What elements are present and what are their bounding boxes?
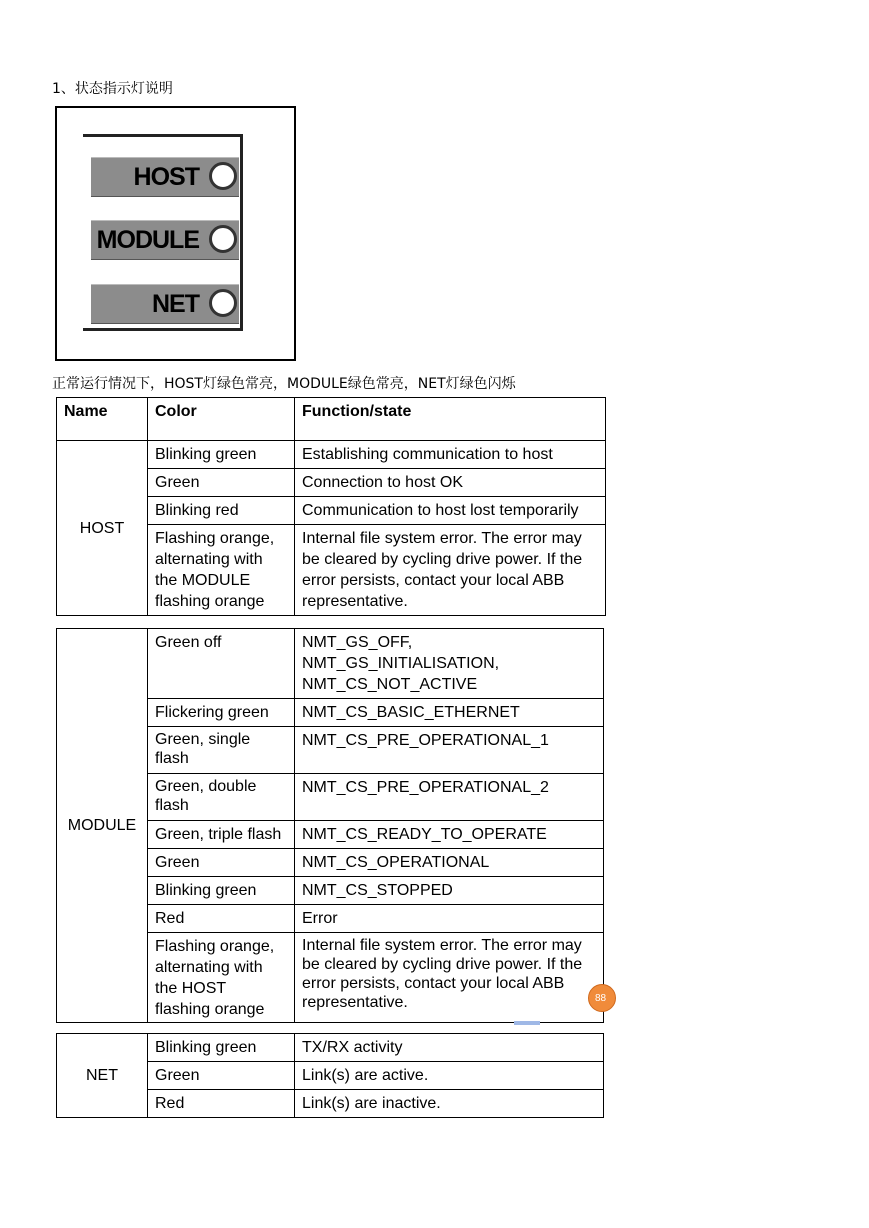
floating-badge[interactable]: 88 <box>588 984 616 1012</box>
net-led-table <box>56 1033 604 1118</box>
table-row <box>57 1034 604 1062</box>
section-heading: 1、状态指示灯说明 <box>52 81 173 97</box>
function-cell: Link(s) are active. <box>295 1062 604 1090</box>
table-header-row <box>57 398 606 441</box>
function-cell: Link(s) are inactive. <box>295 1090 604 1118</box>
color-cell: Blinking green <box>148 441 295 469</box>
module-led-text: MODULE <box>96 225 199 254</box>
module-led-label <box>91 220 239 260</box>
net-name-cell: NET <box>57 1034 148 1118</box>
function-cell: Internal file system error. The error may be cleared by cycling drive power. If the error persists, contact your local ABB representative. <box>295 525 606 616</box>
host-led-label <box>91 157 239 197</box>
normal-operation-description: 正常运行情况下，HOST灯绿色常亮，MODULE绿色常亮，NET灯绿色闪烁 <box>52 376 516 392</box>
module-led-indicator <box>209 225 237 253</box>
color-cell: Green <box>148 469 295 497</box>
header-color: Color <box>148 398 295 441</box>
function-cell: NMT_CS_BASIC_ETHERNET <box>295 699 604 727</box>
net-led-label <box>91 284 239 324</box>
function-cell: NMT_CS_STOPPED <box>295 877 604 905</box>
color-cell: Flickering green <box>148 699 295 727</box>
function-cell: NMT_CS_OPERATIONAL <box>295 849 604 877</box>
function-cell: TX/RX activity <box>295 1034 604 1062</box>
color-cell: Green off <box>148 629 295 699</box>
color-cell: Blinking green <box>148 1034 295 1062</box>
host-led-table <box>56 397 606 616</box>
net-led-indicator <box>209 289 237 317</box>
function-cell: NMT_CS_PRE_OPERATIONAL_2 <box>295 774 604 821</box>
function-cell: Internal file system error. The error may be cleared by cycling drive power. If the error persists, contact your local ABB representative. <box>295 933 604 1023</box>
color-cell: Green, single flash <box>148 727 295 774</box>
module-led-table <box>56 628 604 1023</box>
color-cell: Green, double flash <box>148 774 295 821</box>
color-cell: Blinking green <box>148 877 295 905</box>
header-function: Function/state <box>295 398 606 441</box>
header-name: Name <box>57 398 148 441</box>
function-cell: Error <box>295 905 604 933</box>
color-cell: Red <box>148 1090 295 1118</box>
host-name-cell: HOST <box>57 441 148 616</box>
color-cell: Flashing orange, alternating with the HOST flashing orange <box>148 933 295 1023</box>
color-cell: Flashing orange, alternating with the MODULE flashing orange <box>148 525 295 616</box>
function-cell: Communication to host lost temporarily <box>295 497 606 525</box>
function-cell: NMT_CS_READY_TO_OPERATE <box>295 821 604 849</box>
function-cell: NMT_GS_OFF, NMT_GS_INITIALISATION, NMT_CS_NOT_ACTIVE <box>295 629 604 699</box>
selection-marker <box>514 1021 540 1025</box>
color-cell: Green <box>148 1062 295 1090</box>
color-cell: Blinking red <box>148 497 295 525</box>
led-panel <box>83 134 243 331</box>
color-cell: Green <box>148 849 295 877</box>
host-led-text: HOST <box>133 162 199 191</box>
function-cell: Connection to host OK <box>295 469 606 497</box>
net-led-text: NET <box>152 289 199 318</box>
module-name-cell: MODULE <box>57 629 148 1023</box>
host-led-indicator <box>209 162 237 190</box>
function-cell: NMT_CS_PRE_OPERATIONAL_1 <box>295 727 604 774</box>
color-cell: Red <box>148 905 295 933</box>
table-row <box>57 629 604 699</box>
color-cell: Green, triple flash <box>148 821 295 849</box>
table-row <box>57 441 606 469</box>
function-cell: Establishing communication to host <box>295 441 606 469</box>
led-panel-image <box>55 106 296 361</box>
